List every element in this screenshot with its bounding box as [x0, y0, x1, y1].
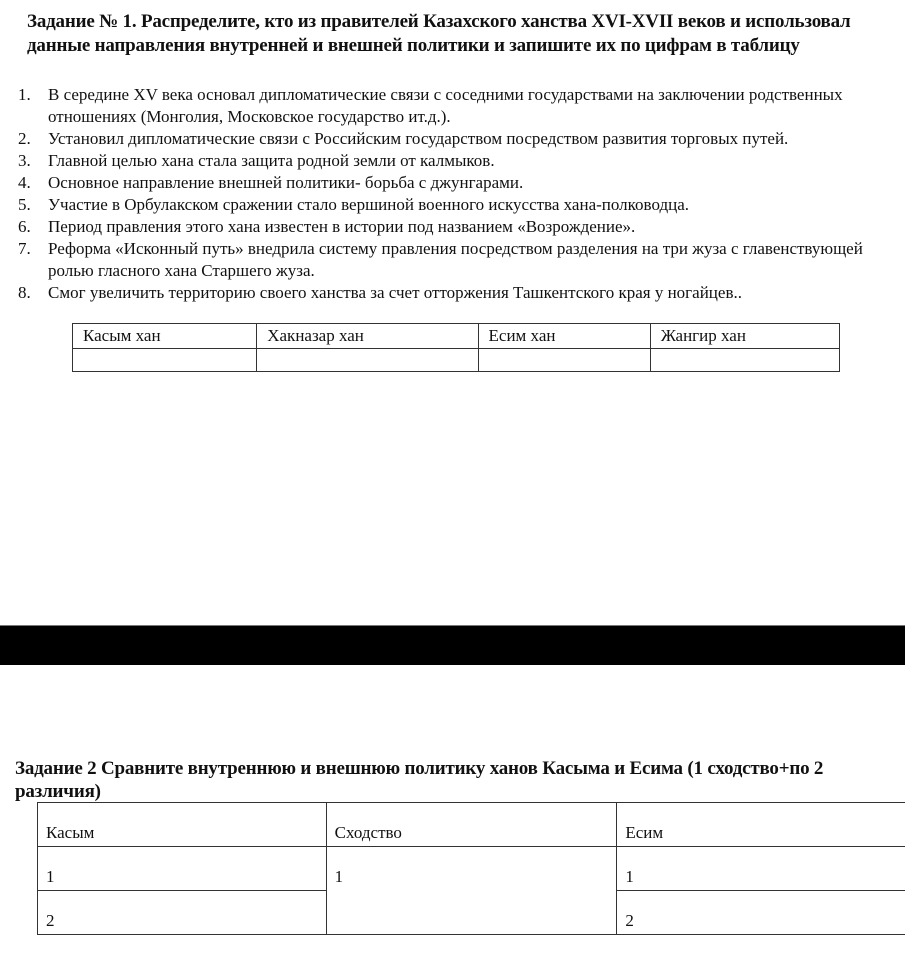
answer-cell-zhangir[interactable] — [650, 349, 839, 372]
item-number: 4. — [18, 173, 31, 192]
item-text: Участие в Орбулакском сражении стало вершиной военного искусства хана-полководца. — [48, 195, 689, 214]
table-header-row — [73, 324, 840, 349]
item-text: Смог увеличить территорию своего ханства за счет отторжения Ташкентского края у ногайцев.. — [48, 283, 742, 302]
list-item — [14, 150, 894, 172]
answer-cell-khaknazar[interactable] — [257, 349, 478, 372]
table-header-row — [38, 803, 905, 847]
item-number: 5. — [18, 195, 31, 214]
item-number: 7. — [18, 239, 31, 258]
item-number: 8. — [18, 283, 31, 302]
item-text: Период правления этого хана известен в истории под названием «Возрождение». — [48, 217, 636, 236]
item-number: 3. — [18, 151, 31, 170]
answer-cell-esim[interactable] — [478, 349, 650, 372]
black-divider-band — [0, 625, 905, 665]
task2-title: Задание 2 Сравните внутреннюю и внешнюю политику ханов Касыма и Есима (1 сходство+по 2 различия) — [15, 758, 824, 802]
list-item — [14, 282, 894, 304]
item-number: 6. — [18, 217, 31, 236]
table-row — [38, 847, 905, 891]
esim-difference-2[interactable]: 2 — [617, 891, 905, 935]
answer-cell-kasym[interactable] — [73, 349, 257, 372]
list-item — [14, 128, 894, 150]
comparison-table — [37, 802, 905, 935]
header-kasym: Касым — [38, 803, 327, 847]
header-khaknazar-khan: Хакназар хан — [257, 324, 478, 349]
task1-title: Задание № 1. Распределите, кто из правителей Казахского ханства XVI-XVII веков и использовал данные направления внутренней и внешней политики и запишите их по цифрам в таблицу — [27, 11, 851, 56]
item-text: Установил дипломатические связи с Российским государством посредством развития торговых путей. — [48, 129, 789, 148]
header-esim-khan: Есим хан — [478, 324, 650, 349]
item-text: Основное направление внешней политики- борьба с джунгарами. — [48, 173, 524, 192]
khans-table — [72, 323, 840, 372]
header-esim: Есим — [617, 803, 905, 847]
kasym-difference-2[interactable]: 2 — [38, 891, 327, 935]
item-text: Реформа «Исконный путь» внедрила систему правления посредством разделения на три жуза с главенствующей ролью гласного хана Старшего жуза. — [48, 239, 863, 280]
item-number: 1. — [18, 85, 31, 104]
similarity-1[interactable]: 1 — [326, 847, 617, 935]
task1-list — [14, 84, 894, 304]
list-item — [14, 238, 894, 282]
item-text: В середине XV века основал дипломатические связи с соседними государствами на заключении родственных отношениях (Монголия, Московское государство ит.д.). — [48, 85, 843, 126]
header-kasym-khan: Касым хан — [73, 324, 257, 349]
list-item — [14, 84, 894, 128]
header-zhangir-khan: Жангир хан — [650, 324, 839, 349]
list-item — [14, 172, 894, 194]
header-similarity: Сходство — [326, 803, 617, 847]
list-item — [14, 194, 894, 216]
kasym-difference-1[interactable]: 1 — [38, 847, 327, 891]
list-item — [14, 216, 894, 238]
item-text: Главной целью хана стала защита родной земли от калмыков. — [48, 151, 495, 170]
item-number: 2. — [18, 129, 31, 148]
esim-difference-1[interactable]: 1 — [617, 847, 905, 891]
table-row — [73, 349, 840, 372]
